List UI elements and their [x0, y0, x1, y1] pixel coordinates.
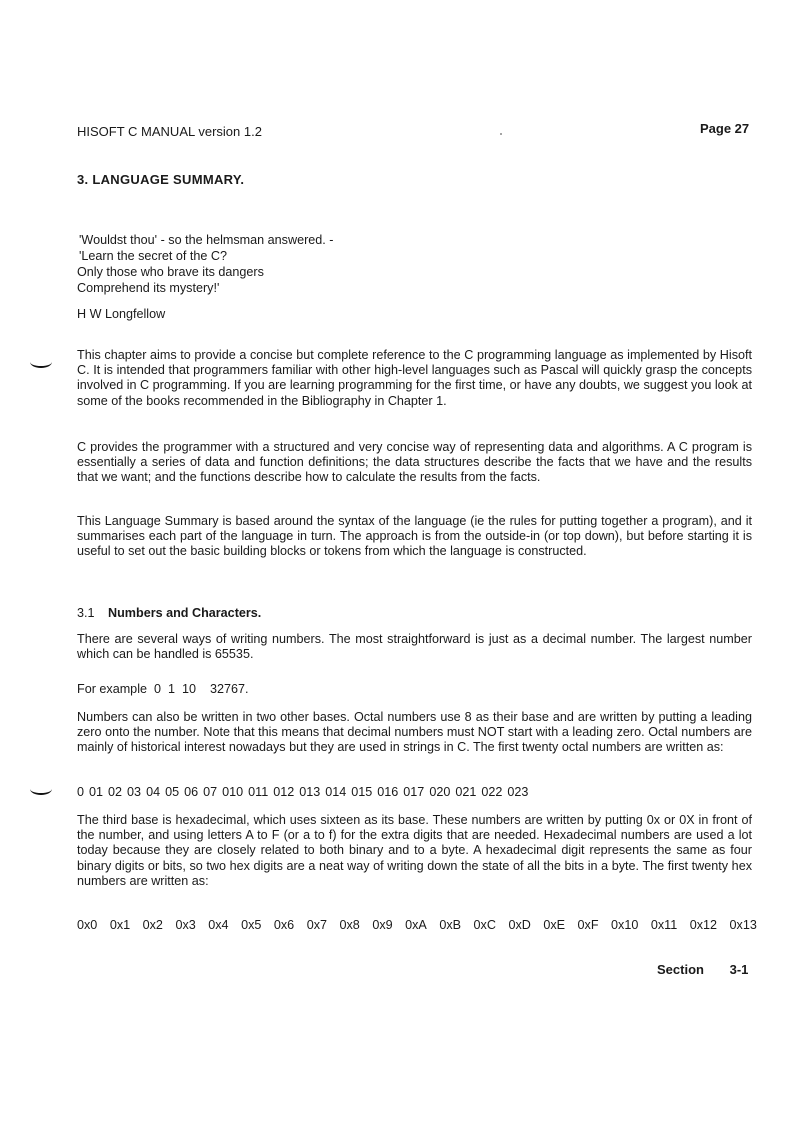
epigraph-line: 'Learn the secret of the C?	[79, 249, 228, 263]
octal-number: 011	[248, 785, 269, 799]
margin-mark	[30, 356, 52, 368]
running-header: HISOFT C MANUAL version 1.2	[77, 124, 262, 139]
hex-number: 0x12	[689, 918, 718, 932]
hex-number-list	[77, 918, 757, 932]
epigraph-author: H W Longfellow	[77, 307, 166, 321]
hex-number: 0xC	[473, 918, 496, 932]
hex-number: 0xA	[405, 918, 427, 932]
chapter-title: 3. LANGUAGE SUMMARY.	[77, 172, 245, 187]
hex-number: 0x9	[372, 918, 393, 932]
margin-mark	[30, 783, 52, 795]
octal-number: 013	[299, 785, 321, 799]
octal-number: 015	[351, 785, 373, 799]
hex-number: 0x5	[241, 918, 262, 932]
epigraph-line: Comprehend its mystery!'	[77, 281, 220, 295]
octal-number: 04	[146, 785, 161, 799]
hex-number: 0xE	[543, 918, 566, 932]
hex-number: 0xF	[577, 918, 599, 932]
octal-number: 021	[455, 785, 477, 799]
section-number: 3.1	[77, 606, 95, 620]
footer-section-label: Section	[657, 962, 704, 977]
paragraph-numbers: There are several ways of writing numbers. The most straightforward is just as a decimal number. The largest number which can be handled is 65535.	[77, 632, 752, 662]
paragraph-summary: This Language Summary is based around the syntax of the language (ie the rules for putting together a program), and it summarises each part of the language in turn. The approach is from the outside-in (or top down), but before starting it is useful to set out the basic building blocks or tokens from which the language is constructed.	[77, 514, 752, 559]
hex-number: 0x7	[306, 918, 327, 932]
paragraph-hex: The third base is hexadecimal, which uses sixteen as its base. These numbers are written by putting 0x or 0X in front of the number, and using letters A to F (or a to f) for the extra digits that are needed. Hexadecimal numbers are used a lot today because they are closely related to both binary and to a byte. A hexadecimal digit represents the same as four binary digits or bits, so two hex digits are a neat way of writing down the state of all the bits in a byte. The first twenty hex numbers are written as:	[77, 813, 752, 888]
hex-number: 0x11	[650, 918, 678, 932]
octal-number: 06	[184, 785, 199, 799]
section-title: Numbers and Characters.	[108, 606, 262, 620]
hex-number: 0x10	[611, 918, 639, 932]
octal-number: 020	[429, 785, 451, 799]
octal-number: 016	[377, 785, 399, 799]
epigraph	[77, 232, 333, 296]
hex-number: 0x1	[109, 918, 131, 932]
example-line: For example 0 1 10 32767.	[77, 682, 249, 696]
hex-number: 0x0	[77, 918, 98, 932]
octal-number: 022	[481, 785, 503, 799]
octal-number: 014	[325, 785, 347, 799]
section-heading	[77, 606, 261, 620]
octal-number: 02	[108, 785, 123, 799]
page-footer	[657, 962, 748, 977]
octal-number: 012	[273, 785, 295, 799]
octal-number: 05	[165, 785, 180, 799]
octal-number: 07	[203, 785, 218, 799]
octal-number: 023	[507, 785, 529, 799]
epigraph-line: Only those who brave its dangers	[77, 265, 264, 279]
hex-number: 0x6	[273, 918, 295, 932]
epigraph-line: 'Wouldst thou' - so the helmsman answered. -	[79, 233, 334, 247]
hex-number: 0x13	[729, 918, 757, 932]
hex-number: 0xB	[439, 918, 462, 932]
octal-number: 03	[127, 785, 142, 799]
paragraph-octal: Numbers can also be written in two other bases. Octal numbers use 8 as their base and are written by putting a leading zero onto the number. Note that this means that decimal numbers must NOT start with a leading zero. Octal numbers are mainly of historical interest nowadays but they are used in strings in C. The first twenty octal numbers are written as:	[77, 710, 752, 755]
hex-number: 0x3	[175, 918, 196, 932]
footer-section-number: 3-1	[729, 962, 749, 977]
octal-number-list	[77, 785, 533, 799]
octal-number: 0	[77, 785, 85, 799]
page-number: Page 27	[700, 121, 750, 136]
octal-number: 017	[403, 785, 425, 799]
octal-number: 010	[222, 785, 244, 799]
hex-number: 0x8	[339, 918, 360, 932]
paragraph-provides: C provides the programmer with a structured and very concise way of representing data and algorithms. A C program is essentially a series of data and function definitions; the data structures describe the facts that we have and the results that we want; and the functions describe how to calculate the results from the facts.	[77, 440, 752, 485]
hex-number: 0x4	[208, 918, 229, 932]
hex-number: 0x2	[142, 918, 163, 932]
scan-speck	[500, 133, 502, 135]
hex-number: 0xD	[508, 918, 531, 932]
paragraph-intro: This chapter aims to provide a concise but complete reference to the C programming language as implemented by Hisoft C. It is intended that programmers familiar with other high-level languages such as Pascal will quickly grasp the concepts involved in C programming. If you are learning programming for the first time, or have any doubts, we suggest you look at some of the books recommended in the Bibliography in Chapter 1.	[77, 348, 752, 408]
octal-number: 01	[89, 785, 104, 799]
